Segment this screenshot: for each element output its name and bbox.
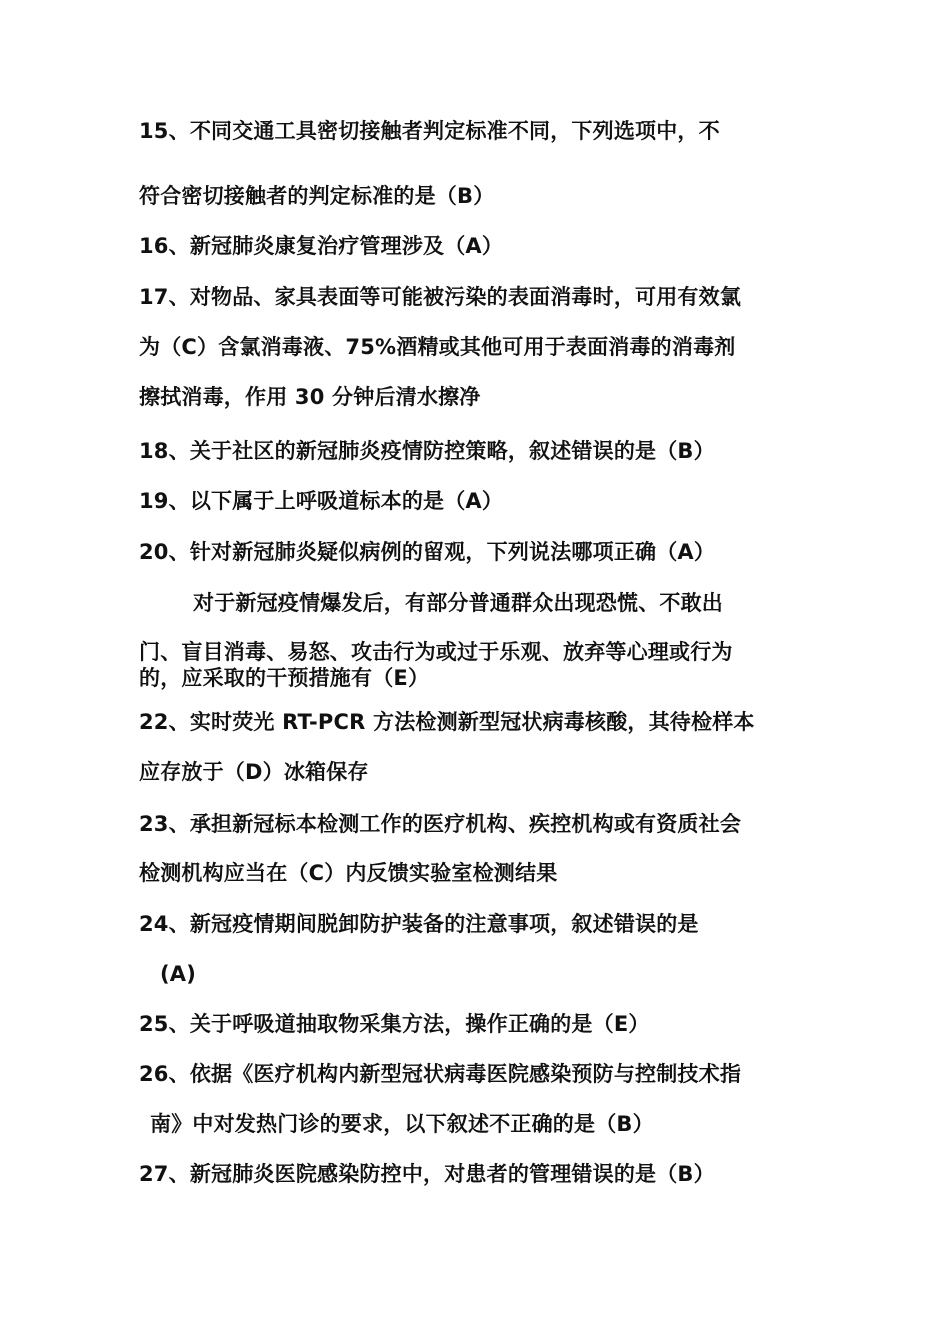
- question-21-line-3: 的，应采取的干预措施有（E）: [139, 666, 430, 690]
- question-15-line-1: 15、不同交通工具密切接触者判定标准不同，下列选项中，不: [139, 119, 720, 143]
- question-16-line: 16、新冠肺炎康复治疗管理涉及（A）: [139, 234, 504, 258]
- question-17-line-3: 擦拭消毒，作用 30 分钟后清水擦净: [139, 385, 481, 409]
- question-26-line-1: 26、依据《医疗机构内新型冠状病毒医院感染预防与控制技术指: [139, 1062, 742, 1086]
- question-22-line-2: 应存放于（D）冰箱保存: [139, 760, 369, 784]
- question-27-line: 27、新冠肺炎医院感染防控中，对患者的管理错误的是（B）: [139, 1162, 715, 1186]
- question-18-line: 18、关于社区的新冠肺炎疫情防控策略，叙述错误的是（B）: [139, 439, 715, 463]
- question-21-line-1: 对于新冠疫情爆发后，有部分普通群众出现恐慌、不敢出: [193, 591, 723, 615]
- question-23-line-1: 23、承担新冠标本检测工作的医疗机构、疾控机构或有资质社会: [139, 812, 742, 836]
- question-17-line-2: 为（C）含氯消毒液、75%酒精或其他可用于表面消毒的消毒剂: [139, 335, 736, 359]
- question-26-line-2: 南》中对发热门诊的要求，以下叙述不正确的是（B）: [150, 1112, 654, 1136]
- question-23-line-2: 检测机构应当在（C）内反馈实验室检测结果: [139, 861, 558, 885]
- question-17-line-1: 17、对物品、家具表面等可能被污染的表面消毒时，可用有效氯: [139, 285, 742, 309]
- question-24-line-1: 24、新冠疫情期间脱卸防护装备的注意事项，叙述错误的是: [139, 912, 699, 936]
- question-19-line: 19、以下属于上呼吸道标本的是（A）: [139, 489, 504, 513]
- question-20-line: 20、针对新冠肺炎疑似病例的留观，下列说法哪项正确（A）: [139, 540, 716, 564]
- question-25-line: 25、关于呼吸道抽取物采集方法，操作正确的是（E）: [139, 1012, 650, 1036]
- question-24-line-2: (A): [160, 962, 197, 986]
- question-21-line-2: 门、盲目消毒、易怒、攻击行为或过于乐观、放弃等心理或行为: [139, 640, 733, 664]
- question-22-line-1: 22、实时荧光 RT-PCR 方法检测新型冠状病毒核酸，其待检样本: [139, 710, 755, 734]
- question-15-line-2: 符合密切接触者的判定标准的是（B）: [139, 184, 495, 208]
